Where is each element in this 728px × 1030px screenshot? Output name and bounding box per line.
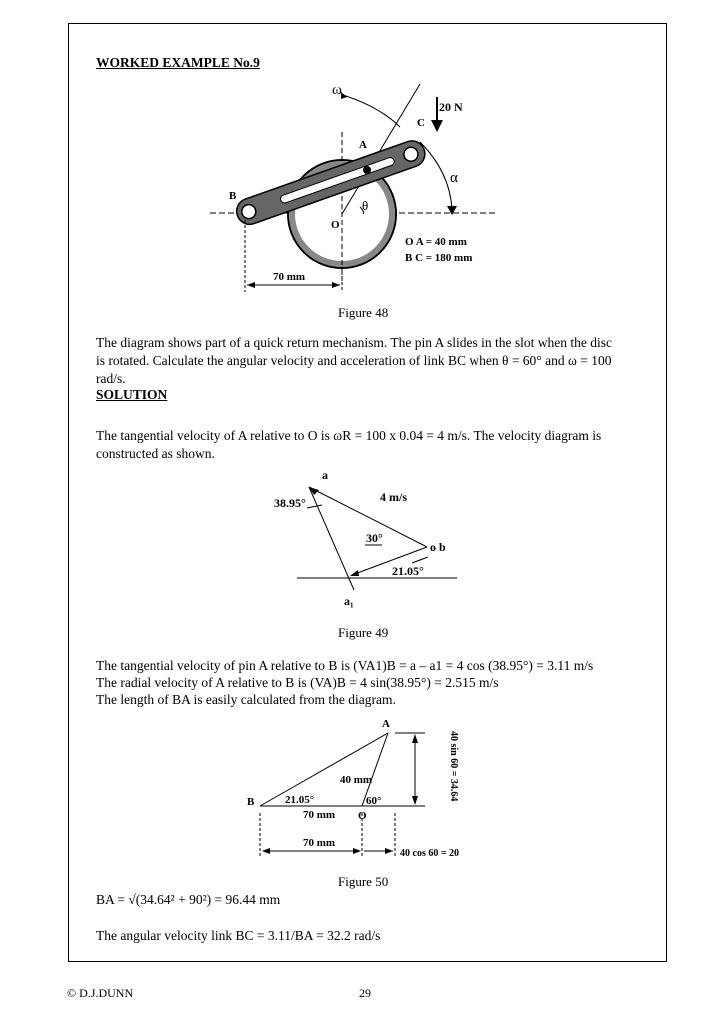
para1-line3: rad/s. xyxy=(96,371,126,386)
vel-angle2-label: 30° xyxy=(366,531,383,545)
geo-40mm-label: 40 mm xyxy=(340,774,373,786)
worked-example-heading: WORKED EXAMPLE No.9 xyxy=(96,55,260,70)
geo-angle-b-label: 21.05° xyxy=(285,794,315,806)
para3-line3: The length of BA is easily calculated from the diagram. xyxy=(96,692,396,707)
figure-48-caption: Figure 48 xyxy=(338,305,389,320)
oa-length-label: O A = 40 mm xyxy=(405,236,467,248)
geo-70mm-lower-label: 70 mm xyxy=(303,837,336,849)
footer-page-number: 29 xyxy=(359,986,371,1000)
para2-line2: constructed as shown. xyxy=(96,446,215,461)
alpha-label: α xyxy=(450,170,458,186)
para1-line2: is rotated. Calculate the angular velocity and acceleration of link BC when θ = 60° and ω = 100 xyxy=(96,353,612,368)
point-o-label: O xyxy=(331,219,340,231)
vel-a1-label: a₁ xyxy=(344,594,354,608)
equation-angular-velocity: The angular velocity link BC = 3.11/BA = 32.2 rad/s xyxy=(96,928,381,943)
vel-a-label: a xyxy=(322,468,328,482)
dim-70mm-label: 70 mm xyxy=(273,271,306,283)
vel-speed-label: 4 m/s xyxy=(380,490,407,504)
geo-b-label: B xyxy=(247,796,255,808)
point-a-label: A xyxy=(359,139,367,151)
equation-ba: BA = √(34.64² + 90²) = 96.44 mm xyxy=(96,892,281,907)
point-b-label: B xyxy=(229,190,237,202)
geo-angle-o-label: 60° xyxy=(366,795,382,807)
geo-horizontal-label: 40 cos 60 = 20 xyxy=(400,848,460,859)
omega-label: ω xyxy=(332,82,342,98)
geo-vertical-label: 40 sin 60 = 34.64 xyxy=(448,731,459,802)
bc-length-label: B C = 180 mm xyxy=(405,252,473,264)
figure-50-geometry xyxy=(245,713,480,863)
point-c-label: C xyxy=(417,117,425,129)
footer-author: © D.J.DUNN xyxy=(67,986,134,1000)
geo-a-label: A xyxy=(382,718,390,730)
theta-label: θ xyxy=(362,198,369,213)
figure-49-caption: Figure 49 xyxy=(338,625,389,640)
force-label: 20 N xyxy=(439,100,463,114)
geo-o-label: O xyxy=(358,810,367,822)
para3-line1: The tangential velocity of pin A relative to B is (VA1)B = a – a1 = 4 cos (38.95°) = 3.11 m/s xyxy=(96,658,594,673)
vel-angle3-label: 21.05° xyxy=(392,564,424,578)
geo-70mm-upper-label: 70 mm xyxy=(303,809,336,821)
solution-heading: SOLUTION xyxy=(96,387,168,402)
vel-ob-label: o b xyxy=(430,540,446,554)
figure-50-caption: Figure 50 xyxy=(338,874,389,889)
para1-line1: The diagram shows part of a quick return mechanism. The pin A slides in the slot when the disc xyxy=(96,335,613,350)
para3-line2: The radial velocity of A relative to B is (VA)B = 4 sin(38.95°) = 2.515 m/s xyxy=(96,675,499,690)
para2-line1: The tangential velocity of A relative to O is ωR = 100 x 0.04 = 4 m/s. The velocity diagram is xyxy=(96,428,602,443)
figure-49-velocity-diagram xyxy=(262,465,472,615)
figure-48-mechanism xyxy=(205,82,525,302)
vel-angle1-label: 38.95° xyxy=(274,496,306,510)
